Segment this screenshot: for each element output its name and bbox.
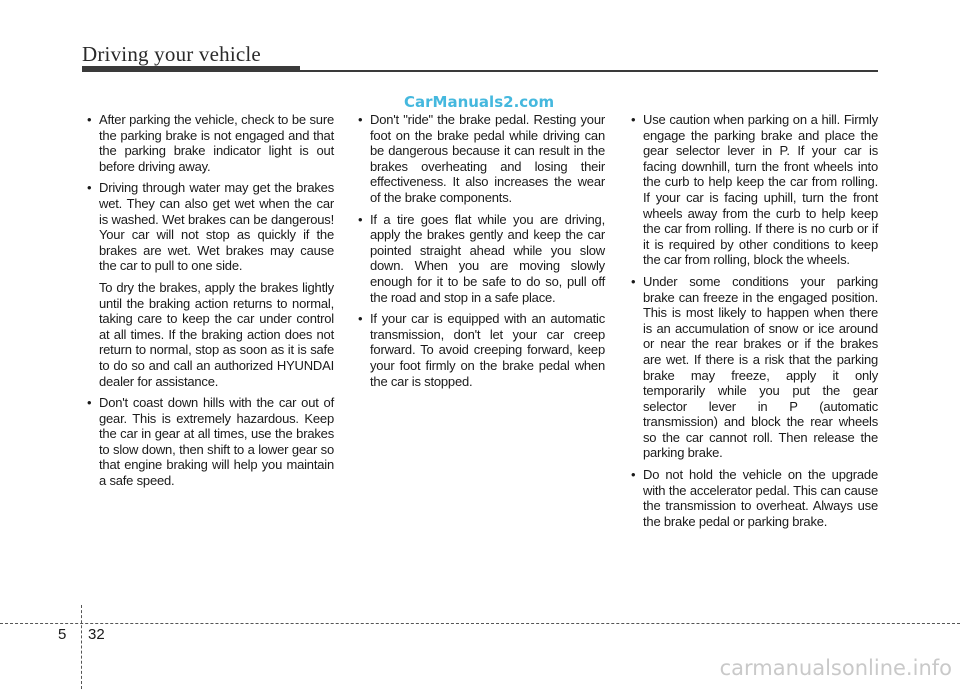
bullet-item: • Don't coast down hills with the car out of gear. This is extremely hazardous. Keep the car in gear at all times, use the brakes to slow down, then shift to a lower gear so that engine braking will help you maintain a safe speed.: [82, 395, 334, 489]
paragraph: To dry the brakes, apply the brakes lightly until the braking action returns to normal, taking care to keep the car under control at all times. If the braking action does not return to normal, stop as soon as it is safe to do so and call an authorized HYUNDAI dealer for assistance.: [99, 279, 334, 389]
bullet-item: • If your car is equipped with an automatic transmission, don't let your car creep forward. To avoid creeping forward, keep your foot firmly on the brake pedal when the car is stopped.: [353, 311, 605, 389]
header-rule-thin: [300, 70, 878, 72]
bullet-item: • After parking the vehicle, check to be sure the parking brake is not engaged and that the parking brake indicator light is out before driving away.: [82, 112, 334, 174]
footer-divider: [0, 623, 960, 624]
text-column-2: [353, 112, 605, 395]
bullet-item: • Driving through water may get the brakes wet. They can also get wet when the car is washed. Wet brakes can be dangerous! Your car will not stop as quickly if the brakes are wet. Wet brakes may cause the car to pull to one side.: [82, 180, 334, 274]
bullet-item: • Don't "ride" the brake pedal. Resting your foot on the brake pedal while driving can be dangerous because it can result in the brakes overheating and losing their effectiveness. It also increases the wear of the brake components.: [353, 112, 605, 206]
site-watermark: carmanualsonline.info: [719, 656, 952, 680]
chapter-number: 5: [58, 626, 67, 643]
footer-vertical-divider: [81, 605, 82, 689]
text-column-1: [82, 112, 334, 495]
page-number: 32: [88, 626, 105, 643]
bullet-item: • Do not hold the vehicle on the upgrade with the accelerator pedal. This can cause the transmission to overheat. Always use the brake pedal or parking brake.: [626, 467, 878, 529]
bullet-item: • Use caution when parking on a hill. Firmly engage the parking brake and place the gear selector lever in P. If your car is facing downhill, turn the front wheels into the curb to help keep the car from rolling. If your car is facing uphill, turn the front wheels away from the curb to help keep the car from rolling. If there is no curb or if it is required by other conditions to keep the car from rolling, block the wheels.: [626, 112, 878, 268]
section-title: Driving your vehicle: [82, 42, 261, 66]
text-column-3: [626, 112, 878, 535]
bullet-item: • If a tire goes flat while you are driving, apply the brakes gently and keep the car pointed straight ahead while you slow down. When you are moving slowly enough for it to be safe to do so, pull off the road and stop in a safe place.: [353, 212, 605, 306]
carmanuals-watermark: CarManuals2.com: [404, 93, 555, 111]
header-rule-thick: [82, 66, 300, 72]
bullet-item: • Under some conditions your parking brake can freeze in the engaged position. This is most likely to happen when there is an accumulation of snow or ice around or near the rear brakes or if the brakes are wet. If there is a risk that the parking brake may freeze, apply it only temporarily while you put the gear selector lever in P (automatic transmission) and block the rear wheels so the car cannot roll. Then release the parking brake.: [626, 274, 878, 461]
